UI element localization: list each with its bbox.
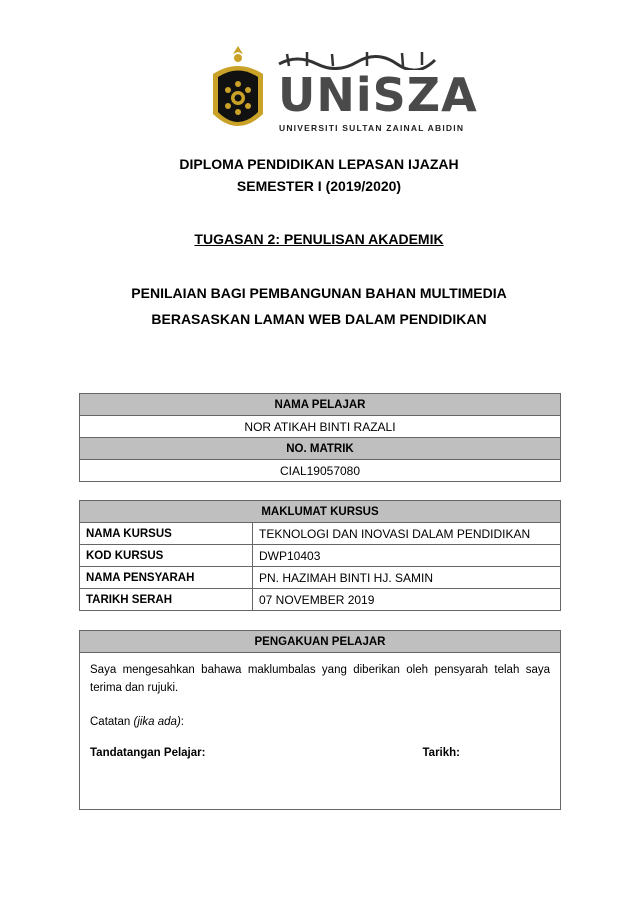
table-row <box>80 567 561 589</box>
semester-title: SEMESTER I (2019/2020) <box>236 178 402 194</box>
topic-line-2: BERASASKAN LAMAN WEB DALAM PENDIDIKAN <box>151 311 487 327</box>
notes-qualifier: (jika ada) <box>133 716 181 728</box>
assignment-title: TUGASAN 2: PENULISAN AKADEMIK <box>194 231 444 247</box>
logo-subtitle: UNIVERSITI SULTAN ZAINAL ABIDIN <box>279 123 465 133</box>
signature-label: Tandatangan Pelajar: <box>90 747 206 759</box>
university-logo <box>205 44 478 144</box>
declaration-text: Saya mengesahkan bahawa maklumbalas yang diberikan oleh pensyarah telah saya terima dan rujuki. <box>90 664 550 694</box>
declaration-table <box>79 630 561 810</box>
table-row <box>80 589 561 611</box>
notes-line <box>90 713 550 731</box>
logo-wordmark: UNiSZA <box>278 68 478 122</box>
arabic-script-logotype <box>277 48 437 70</box>
student-info-table <box>79 393 561 482</box>
table-row <box>80 523 561 545</box>
table-row <box>80 545 561 567</box>
program-title: DIPLOMA PENDIDIKAN LEPASAN IJAZAH <box>179 156 459 172</box>
notes-colon: : <box>180 716 184 728</box>
date-label: Tarikh: <box>422 747 460 759</box>
course-name-label: NAMA KURSUS <box>80 523 253 545</box>
matric-label: NO. MATRIK <box>80 438 561 460</box>
declaration-body <box>80 653 561 810</box>
lecturer-value: PN. HAZIMAH BINTI HJ. SAMIN <box>253 567 561 589</box>
course-code-label: KOD KURSUS <box>80 545 253 567</box>
course-name-value: TEKNOLOGI DAN INOVASI DALAM PENDIDIKAN <box>253 523 561 545</box>
notes-label: Catatan <box>90 716 134 728</box>
signature-row <box>90 747 550 759</box>
student-name-label: NAMA PELAJAR <box>80 394 561 416</box>
course-heading: MAKLUMAT KURSUS <box>80 501 561 523</box>
course-info-table <box>79 500 561 611</box>
course-code-value: DWP10403 <box>253 545 561 567</box>
matric-value: CIAL19057080 <box>80 460 561 482</box>
student-name-value: NOR ATIKAH BINTI RAZALI <box>80 416 561 438</box>
declaration-heading: PENGAKUAN PELAJAR <box>80 631 561 653</box>
submission-date-label: TARIKH SERAH <box>80 589 253 611</box>
crest-icon <box>205 44 271 140</box>
submission-date-value: 07 NOVEMBER 2019 <box>253 589 561 611</box>
lecturer-label: NAMA PENSYARAH <box>80 567 253 589</box>
topic-line-1: PENILAIAN BAGI PEMBANGUNAN BAHAN MULTIMEDIA <box>131 285 507 301</box>
